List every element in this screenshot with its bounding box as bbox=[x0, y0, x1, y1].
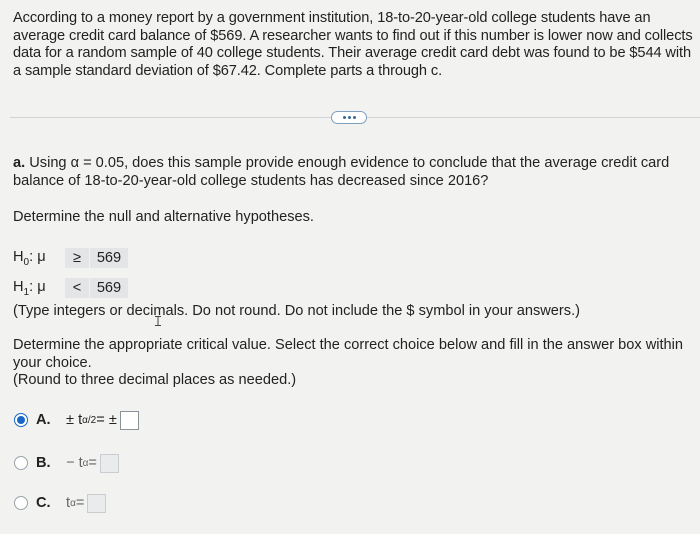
part-a-question-text: Using α = 0.05, does this sample provide enough evidence to conclude that the average credit card balance of 18-to-20-year-old college students has decreased since 2016? bbox=[13, 155, 670, 189]
choice-a-answer-input[interactable] bbox=[120, 411, 139, 430]
choice-c-letter: C. bbox=[36, 495, 51, 511]
part-a-question bbox=[13, 155, 693, 190]
null-hypothesis-label: $H_0$: μ bbox=[13, 248, 46, 268]
radio-unselected-icon[interactable] bbox=[14, 496, 28, 510]
choice-c-answer-input[interactable] bbox=[87, 494, 106, 513]
rounding-note: (Round to three decimal places as needed.) bbox=[13, 372, 297, 389]
choice-b[interactable] bbox=[14, 452, 119, 474]
choice-a-expression: ± t α/2 = ± bbox=[66, 412, 117, 428]
text-cursor-icon bbox=[154, 316, 162, 326]
critical-value-instructions: Determine the appropriate critical value. Select the correct choice below and fill in the answer box within your choice. bbox=[13, 337, 684, 371]
answer-format-note: (Type integers or decimals. Do not round. Do not include the $ symbol in your answers.) bbox=[13, 303, 580, 319]
expand-more-button[interactable] bbox=[331, 111, 367, 124]
dot-icon bbox=[348, 116, 351, 119]
dot-icon bbox=[343, 116, 346, 119]
radio-selected-icon[interactable] bbox=[14, 413, 28, 427]
choice-b-expression: − t α = bbox=[66, 455, 97, 471]
hypotheses-prompt: Determine the null and alternative hypotheses. bbox=[13, 209, 314, 225]
alt-hypothesis-row bbox=[13, 277, 128, 299]
choice-a[interactable] bbox=[14, 409, 139, 431]
alt-operator-select[interactable]: < bbox=[65, 278, 90, 298]
choice-c[interactable] bbox=[14, 492, 106, 514]
part-a-label: a. bbox=[13, 155, 26, 171]
choice-a-letter: A. bbox=[36, 412, 51, 428]
critical-value-prompt bbox=[13, 337, 693, 390]
choice-c-expression: t α = bbox=[66, 495, 85, 511]
alt-hypothesis-label: $H_1$: μ bbox=[13, 278, 46, 298]
choice-b-letter: B. bbox=[36, 455, 51, 471]
choice-b-answer-input[interactable] bbox=[100, 454, 119, 473]
radio-unselected-icon[interactable] bbox=[14, 456, 28, 470]
null-value-input[interactable]: 569 bbox=[90, 248, 128, 268]
null-operator-select[interactable]: ≥ bbox=[65, 248, 90, 268]
null-hypothesis-row bbox=[13, 247, 128, 269]
dot-icon bbox=[353, 116, 356, 119]
problem-intro: According to a money report by a government institution, 18-to-20-year-old college students have an average credit card balance of $569. A researcher wants to find out if this number is lower now and collects data for a random sample of 40 college students. Their average credit card debt was found to be $544 with a sample standard deviation of $67.42. Complete parts a through c. bbox=[13, 10, 693, 79]
alt-value-input[interactable]: 569 bbox=[90, 278, 128, 298]
